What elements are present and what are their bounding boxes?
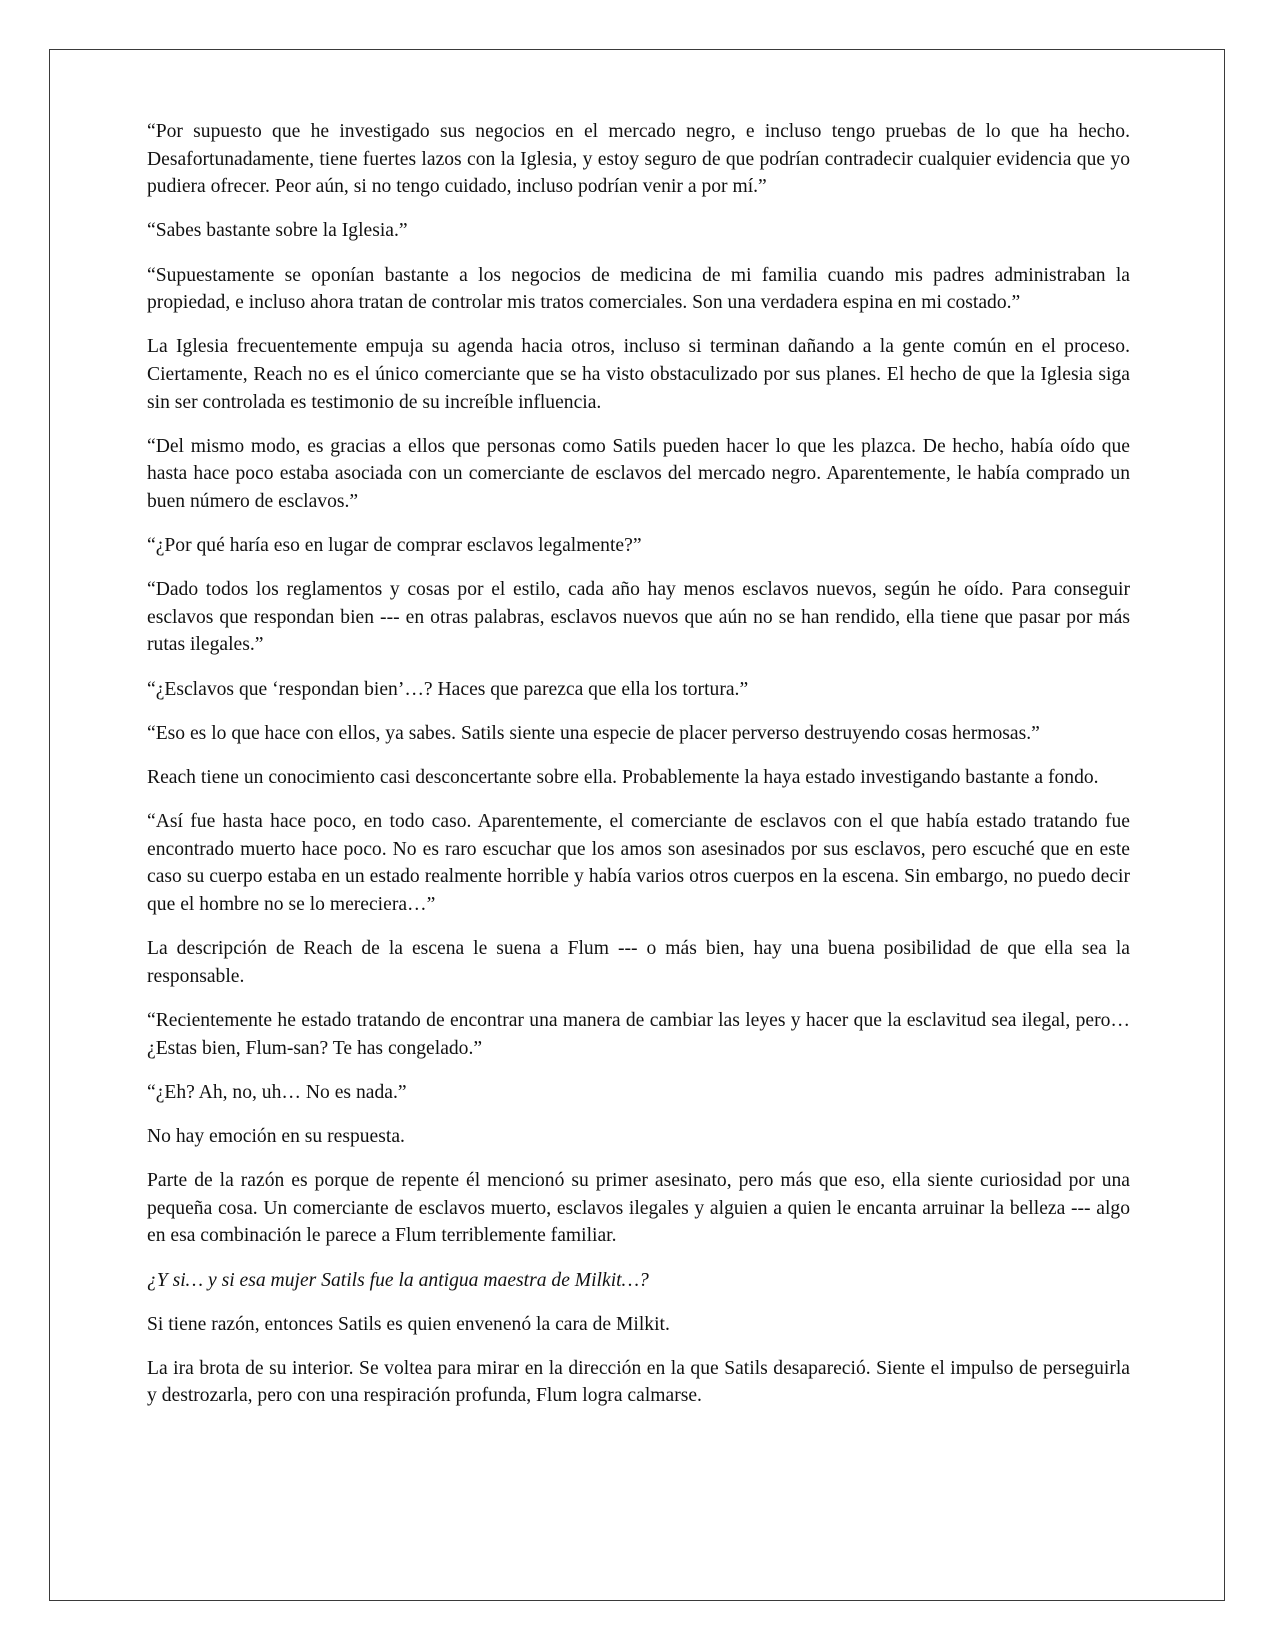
paragraph: “¿Eh? Ah, no, uh… No es nada.” xyxy=(147,1081,407,1103)
paragraph: “Eso es lo que hace con ellos, ya sabes. Satils siente una especie de placer perverso destruyendo cosas hermosas.” xyxy=(147,722,1040,744)
paragraph: “Por supuesto que he investigado sus negocios en el mercado negro, e incluso tengo pruebas de lo que ha hecho. Desafortunadamente, tiene fuertes lazos con la Iglesia, y estoy seguro de que podrían contradecir cualquier evidencia que yo pudiera ofrecer. Peor aún, si no tengo cuidado, incluso podrían venir a por mí.” xyxy=(147,121,1130,198)
paragraph: Reach tiene un conocimiento casi desconcertante sobre ella. Probablemente la haya estado investigando bastante a fondo. xyxy=(147,767,1099,789)
paragraph: “Del mismo modo, es gracias a ellos que personas como Satils pueden hacer lo que les plazca. De hecho, había oído que hasta hace poco estaba asociada con un comerciante de esclavos del mercado negro. Aparentemente, le había comprado un buen número de esclavos.” xyxy=(147,435,1130,512)
paragraph: Parte de la razón es porque de repente él mencionó su primer asesinato, pero más que eso, ella siente curiosidad por una pequeña cosa. Un comerciante de esclavos muerto, esclavos ilegales y alguien a quien le encanta arruinar la belleza --- algo en esa combinación le parece a Flum terriblemente familiar. xyxy=(147,1170,1130,1247)
paragraph: “Así fue hasta hace poco, en todo caso. Aparentemente, el comerciante de esclavos con el que había estado tratando fue encontrado muerto hace poco. No es raro escuchar que los amos son asesinados por sus esclavos, pero escuché que en este caso su cuerpo estaba en un estado realmente horrible y había varios otros cuerpos en la escena. Sin embargo, no puedo decir que el hombre no se lo mereciera…” xyxy=(147,811,1130,915)
paragraph: La Iglesia frecuentemente empuja su agenda hacia otros, incluso si terminan dañando a la gente común en el proceso. Ciertamente, Reach no es el único comerciante que se ha visto obstaculizado por sus planes. El hecho de que la Iglesia siga sin ser controlada es testimonio de su increíble influencia. xyxy=(147,336,1130,413)
paragraph: Si tiene razón, entonces Satils es quien envenenó la cara de Milkit. xyxy=(147,1313,670,1335)
paragraph: “Recientemente he estado tratando de encontrar una manera de cambiar las leyes y hacer que la esclavitud sea ilegal, pero… ¿Estas bien, Flum-san? Te has congelado.” xyxy=(147,1009,1130,1059)
document-body xyxy=(147,118,1130,1427)
paragraph: “Sabes bastante sobre la Iglesia.” xyxy=(147,220,408,242)
paragraph: “¿Por qué haría eso en lugar de comprar esclavos legalmente?” xyxy=(147,535,642,557)
paragraph: La ira brota de su interior. Se voltea para mirar en la dirección en la que Satils desapareció. Siente el impulso de perseguirla y destrozarla, pero con una respiración profunda, Flum logra calmarse. xyxy=(147,1357,1130,1407)
paragraph: No hay emoción en su respuesta. xyxy=(147,1125,405,1147)
paragraph: La descripción de Reach de la escena le suena a Flum --- o más bien, hay una buena posibilidad de que ella sea la responsable. xyxy=(147,938,1130,987)
paragraph: “Supuestamente se oponían bastante a los negocios de medicina de mi familia cuando mis padres administraban la propiedad, e incluso ahora tratan de controlar mis tratos comerciales. Son una verdadera espina en mi costado.” xyxy=(147,264,1130,314)
paragraph-italic-thought: ¿Y si… y si esa mujer Satils fue la antigua maestra de Milkit…? xyxy=(147,1269,649,1291)
paragraph: “¿Esclavos que ‘respondan bien’…? Haces que parezca que ella los tortura.” xyxy=(147,678,749,700)
paragraph: “Dado todos los reglamentos y cosas por el estilo, cada año hay menos esclavos nuevos, según he oído. Para conseguir esclavos que respondan bien --- en otras palabras, esclavos nuevos que aún no se han rendido, ella tiene que pasar por más rutas ilegales.” xyxy=(147,579,1130,656)
